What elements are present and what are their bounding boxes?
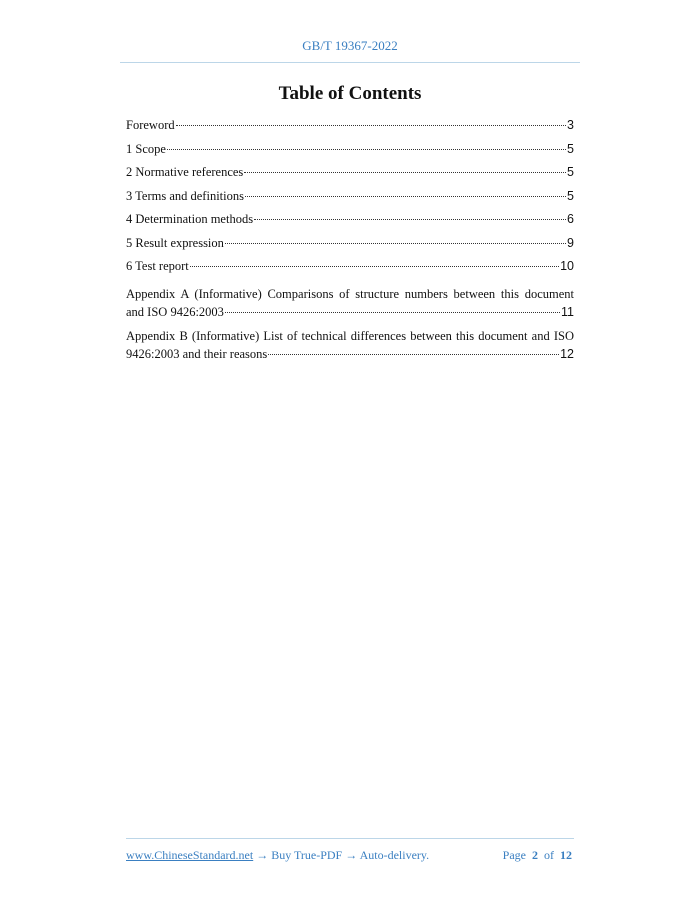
toc-entry-label: 1 Scope (126, 141, 166, 156)
toc-leader-dots (268, 353, 559, 355)
page-word: Page (502, 848, 526, 862)
toc-entry-test-report[interactable] (126, 259, 574, 283)
toc-entry-page: 12 (560, 346, 574, 361)
toc-entry-label: 2 Normative references (126, 165, 244, 179)
toc-entry-label: 5 Result expression (126, 235, 224, 250)
toc-entry-label-line1: Appendix A (Informative) Comparisons of structure numbers between this document (126, 286, 574, 301)
toc-entry-determination-methods[interactable] (126, 212, 574, 236)
arrow-right-icon: → (256, 848, 269, 862)
toc-entry-foreword[interactable] (126, 118, 574, 142)
toc-leader-dots (225, 242, 566, 244)
toc-entry-page: 10 (560, 259, 574, 273)
toc-entry-scope[interactable] (126, 142, 574, 166)
toc-entry-page: 6 (567, 212, 574, 226)
toc-leader-dots (225, 311, 560, 313)
arrow-right-icon: → (345, 848, 358, 862)
page-of: of (544, 848, 554, 862)
page-number (503, 848, 572, 863)
toc-entry-page: 5 (567, 165, 574, 179)
toc-entry-page: 9 (567, 235, 574, 250)
footer-divider (126, 838, 574, 839)
toc-leader-dots (190, 265, 559, 267)
toc-entry-appendix-a[interactable] (126, 285, 574, 321)
toc-entry-page: 5 (567, 188, 574, 203)
toc-entry-label-line1: Appendix B (Informative) List of technical differences between this document and ISO (126, 328, 574, 343)
toc-entry-page: 11 (561, 304, 574, 319)
toc-entry-label: 4 Determination methods (126, 212, 254, 226)
toc-leader-dots (254, 218, 566, 220)
toc-entry-label: 6 Test report (126, 259, 189, 273)
page-header-standard-code: GB/T 19367-2022 (302, 38, 398, 53)
page-title: Table of Contents (278, 83, 422, 104)
toc-entry-page: 5 (567, 141, 574, 156)
toc-leader-dots (245, 195, 566, 197)
toc-entry-result-expression[interactable] (126, 236, 574, 260)
toc-leader-dots (167, 148, 566, 150)
toc-entry-label-line2: 9426:2003 and their reasons (126, 346, 268, 361)
toc-entry-label-line2: and ISO 9426:2003 (126, 304, 224, 319)
page-total: 12 (560, 848, 572, 862)
website-link[interactable]: www.ChineseStandard.net (126, 848, 254, 862)
header-divider (120, 62, 580, 63)
toc-leader-dots (244, 171, 566, 173)
toc-entry-page: 3 (567, 118, 574, 132)
toc-entry-normative-references[interactable] (126, 165, 574, 189)
toc-leader-dots (176, 124, 566, 126)
toc-entry-appendix-b[interactable] (126, 327, 574, 363)
auto-delivery-text: Auto-delivery. (359, 848, 430, 862)
toc-entry-terms-and-definitions[interactable] (126, 189, 574, 213)
buy-true-pdf-text: Buy True-PDF (271, 848, 343, 862)
page-current: 2 (532, 848, 538, 862)
table-of-contents (126, 118, 574, 369)
toc-entry-label: 3 Terms and definitions (126, 188, 244, 203)
toc-entry-label: Foreword (126, 118, 175, 132)
